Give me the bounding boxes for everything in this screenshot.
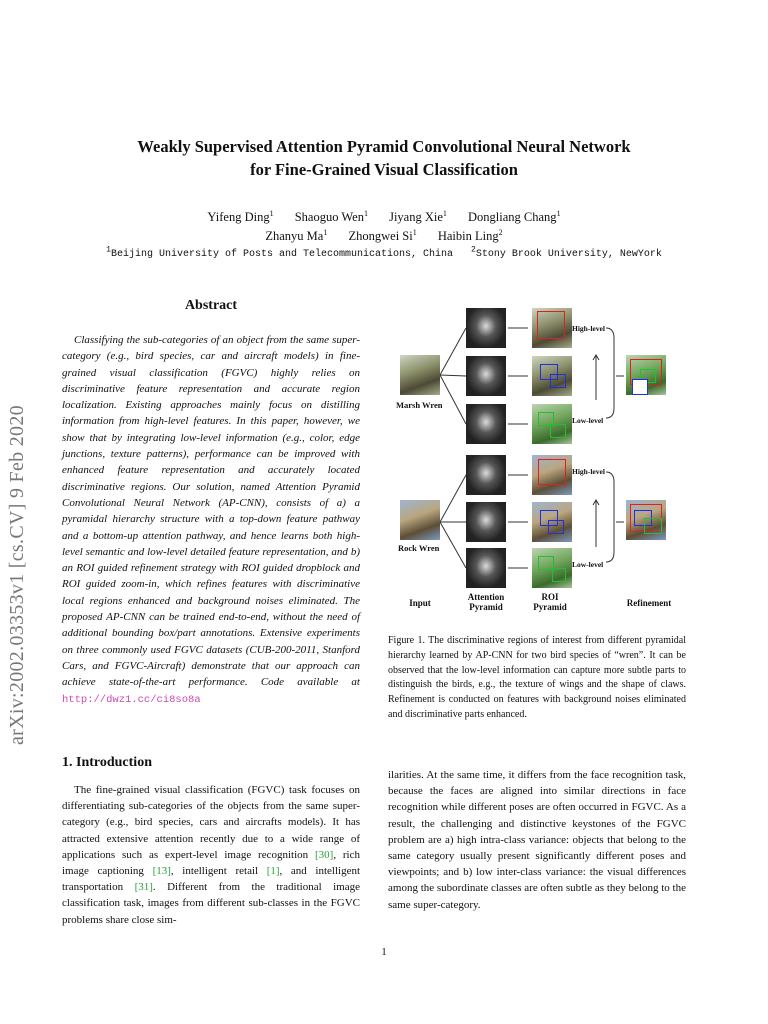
author: Jiyang Xie$^1$: [389, 208, 447, 224]
roi-image: [532, 455, 572, 495]
refined-image: [626, 355, 666, 395]
attention-map: [466, 502, 506, 542]
arxiv-stamp: arXiv:2002.03353v1 [cs.CV] 9 Feb 2020: [6, 405, 28, 745]
author: Zhanyu Ma$^1$: [265, 227, 328, 243]
affiliation-1: Beijing University of Posts and Telecommunications, China: [110, 249, 453, 260]
citation-link[interactable]: [13]: [152, 865, 171, 878]
figure-1: [396, 300, 688, 620]
citation-link[interactable]: [31]: [134, 881, 153, 894]
column-label-refinement: Refinement: [626, 598, 672, 608]
low-level-label: Low-level: [572, 560, 604, 569]
attention-map: [466, 455, 506, 495]
attention-map: [466, 548, 506, 588]
affiliations: $^1$Beijing University of Posts and Telecommunications, China $^2$Stony Brook University, NewYork: [106, 245, 662, 260]
roi-image: [532, 356, 572, 396]
abstract-heading: Abstract: [184, 298, 238, 313]
author: Dongliang Chang$^1$: [468, 208, 561, 224]
low-level-label: Low-level: [572, 416, 604, 425]
roi-image: [532, 548, 572, 588]
section-heading-introduction: 1. Introduction: [62, 755, 152, 770]
roi-image: [532, 404, 572, 444]
code-link[interactable]: http://dwz1.cc/ci8so8a: [62, 693, 201, 706]
roi-image: [532, 502, 572, 542]
page-number: 1: [381, 946, 387, 958]
high-level-label: High-level: [572, 467, 605, 476]
author: Haibin Ling$^2$: [437, 227, 503, 243]
rock-wren-label: Rock Wren: [398, 543, 440, 553]
title-line-1: Weakly Supervised Attention Pyramid Convolutional Neural Network: [137, 137, 631, 156]
paper-title: [0, 135, 768, 181]
abstract-body: Classifying the sub-categories of an object from the same super-category (e.g., bird species, car and aircraft models) in fine-grained visual classification (FGVC) highly relies on discriminative feature representation and accurate region localization. Existing approaches mainly focus on distilling information from high-level features. In this paper, however, we show that by integrating low-level information (e.g., color, edge junctions, texture patterns), performance can be improved with enhanced feature representation and accurately located discriminative regions. Our solution, named Attention Pyramid Convolutional Neural Network (AP-CNN), consists of a) a pyramidal hierarchy structure with a top-down feature pathway and a bottom-up attention pathway, and hence learns both high-level semantic and low-level detailed feature representation, and b) an ROI guided refinement strategy with ROI guided dropblock and ROI guided zoom-in, which refines features with discriminative local regions enhanced and background noises eliminated. The proposed AP-CNN can be trained end-to-end, without the need of additional bounding box/part annotations. Extensive experiments on three commonly used FGVC datasets (CUB-200-2011, Stanford Cars, and FGVC-Aircraft) demonstrate that our approach can achieve state-of-the-art performance. Code available at http://dwz1.cc/ci8so8a: [62, 334, 360, 706]
attention-map: [466, 308, 506, 348]
author: Zhongwei Si$^1$: [348, 227, 417, 243]
authors-line-1: [0, 208, 768, 227]
refined-image: [626, 500, 666, 540]
citation-link[interactable]: [30]: [314, 848, 334, 861]
column-label-attention-pyramid: Attention Pyramid: [467, 592, 505, 612]
citation-link[interactable]: [1]: [266, 865, 280, 878]
column-label-input: Input: [409, 598, 431, 608]
author: Yifeng Ding$^1$: [207, 208, 274, 224]
intro-paragraph-continued: ilarities. At the same time, it differs from the face recognition task, because the faces are aligned into similar directions in face recognition while different poses are often occurred in FGVC. As a result, the challenging and distinctive keystones of the FGVC problem are a) high intra-class variance: objects that belong to the same category usually present significantly different poses and viewpoints; and b) low inter-class variance: the visual differences among the subordinate classes are often subtle as they belong to the same super-category.: [388, 769, 686, 911]
rock-wren-input-image: [400, 500, 440, 540]
affiliation-2: Stony Brook University, NewYork: [475, 249, 662, 260]
intro-paragraph: The fine-grained visual classification (FGVC) task focuses on differentiating sub-categories of the objects from the same super-category (e.g., bird species, cars and aircrafts models). It has attracted extensive attention recently due to a wide range of applications such as expert-level image recognition [30], rich image captioning [13], intelligent retail [1], and intelligent transportation [31]. Different from the traditional image classification task, images from different sub-classes in the FGVC problems share close sim-: [62, 784, 361, 926]
author-list: [0, 208, 768, 246]
attention-map: [466, 356, 506, 396]
title-line-2: for Fine-Grained Visual Classification: [250, 160, 518, 179]
author: Shaoguo Wen$^1$: [294, 208, 368, 224]
figure-caption: Figure 1. The discriminative regions of interest from different pyramidal hierarchy learned by AP-CNN for two bird species of “wren”. It can be observed that the low-level information can capture more subtle parts to distinguish the birds, e.g., the texture of wings and the shape of claws. Refinement is conducted on features with background noises eliminated and discriminative parts enhanced.: [388, 635, 686, 720]
roi-image: [532, 308, 572, 348]
attention-map: [466, 404, 506, 444]
high-level-label: High-level: [572, 324, 605, 333]
marsh-wren-label: Marsh Wren: [396, 400, 443, 410]
column-label-roi-pyramid: ROI Pyramid: [533, 592, 567, 612]
marsh-wren-input-image: [400, 355, 440, 395]
authors-line-2: [0, 227, 768, 246]
